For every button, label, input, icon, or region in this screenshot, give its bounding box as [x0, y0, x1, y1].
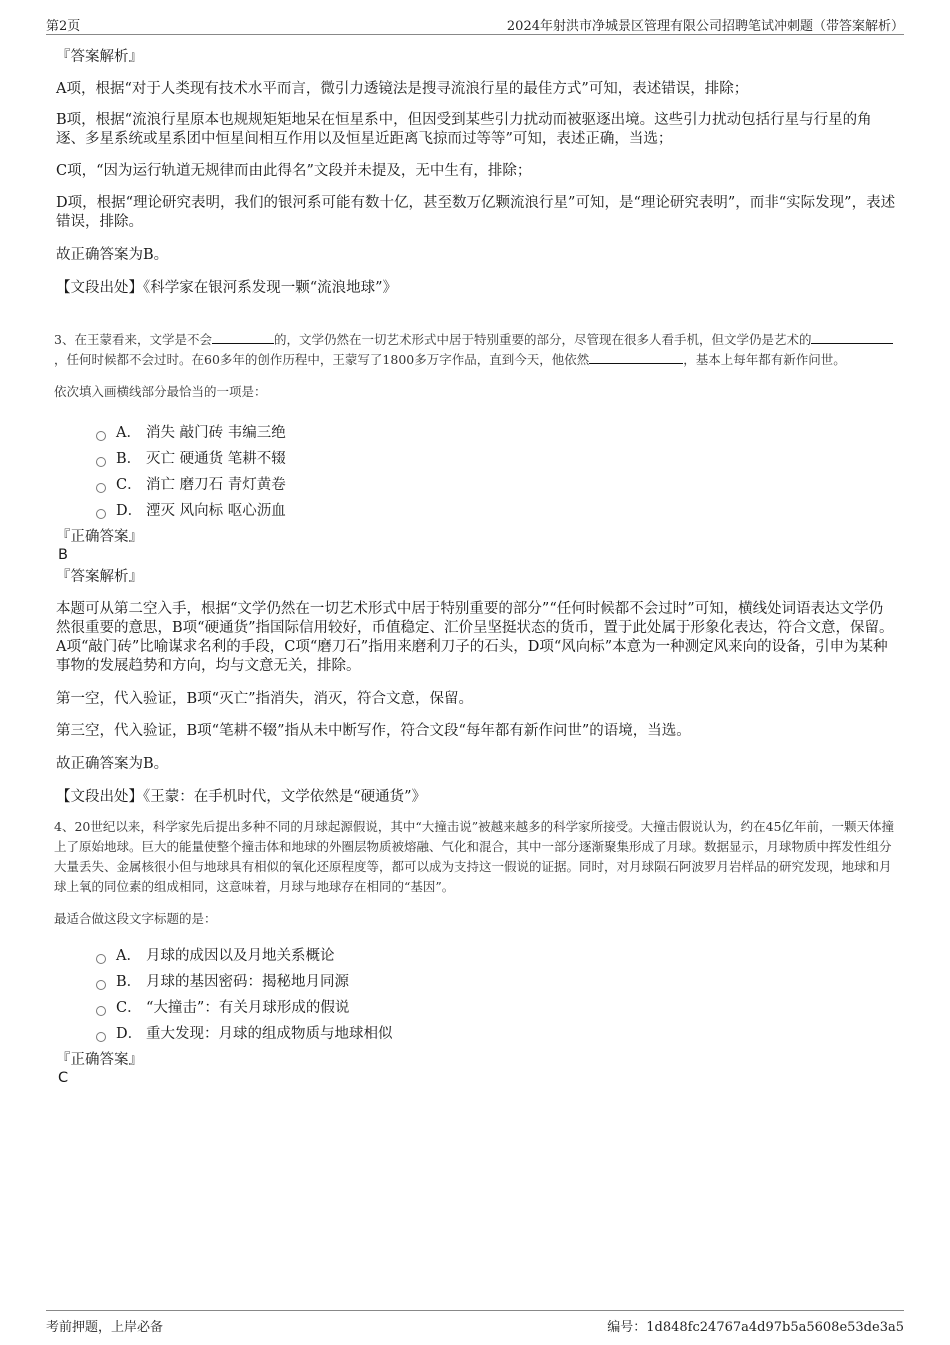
option-a[interactable]: A． 消失 敲门砖 韦编三绝: [96, 420, 896, 446]
fill-blank-2: [811, 331, 893, 344]
radio-icon[interactable]: [96, 483, 106, 493]
correct-answer: C: [58, 1070, 69, 1086]
source-citation: 【文段出处】《王蒙：在手机时代，文学依然是“硬通货”》: [56, 789, 427, 805]
correct-answer: B: [58, 547, 68, 563]
analysis-paragraph: C项，“因为运行轨道无规律而由此得名”文段并未提及，无中生有，排除；: [56, 163, 532, 179]
question-prompt: 最适合做这段文字标题的是：: [54, 911, 217, 926]
document-title: 2024年射洪市净城景区管理有限公司招聘笔试冲刺题（带答案解析）: [506, 19, 904, 34]
option-b[interactable]: B． 灭亡 硬通货 笔耕不辍: [96, 446, 896, 472]
document-id: 编号：1d848fc24767a4d97b5a5608e53de3a5: [607, 1320, 904, 1335]
source-citation: 【文段出处】《科学家在银河系发现一颗“流浪地球”》: [56, 280, 398, 296]
question-stem: 4、20世纪以来，科学家先后提出多种不同的月球起源假说，其中“大撞击说”被越来越多的科学家所接受。大撞击假说认为，约在45亿年前，一颗天体撞上了原始地球。巨大的能量使整个撞击体和地球的外圈层物质被熔融、气化和混合，其中一部分逐渐聚集形成了月球。数据显示，月球物质中挥发性组分大量丢失、金属核很小但与地球具有相似的氧化还原程度等，都可以成为支持这一假说的证据。同时，对月球陨石阿波罗月岩样品的研究发现，地球和月球上氧的同位素的组成相同，这意味着，月球与地球存在相同的“基因”。: [54, 819, 895, 894]
correct-answer-label: 『正确答案』: [56, 529, 143, 545]
option-d[interactable]: D． 湮灭 风向标 呕心沥血: [96, 498, 896, 524]
analysis-paragraph: A项，根据“对于人类现有技术水平而言，微引力透镜法是搜寻流浪行星的最佳方式”可知，表述错误，排除；: [56, 81, 749, 97]
option-d[interactable]: D． 重大发现：月球的组成物质与地球相似: [96, 1021, 896, 1047]
correct-answer-label: 『正确答案』: [56, 1052, 143, 1068]
analysis-paragraph: B项，根据“流浪行星原本也规规矩矩地呆在恒星系中，但因受到某些引力扰动而被驱逐出境。这些引力扰动包括行星与行星的角逐、多星系统或星系团中恒星间相互作用以及恒星近距离飞掠而过等等”可知，表述正确，当选；: [56, 112, 872, 147]
option-c[interactable]: C． 消亡 磨刀石 青灯黄卷: [96, 472, 896, 498]
option-b[interactable]: B． 月球的基因密码：揭秘地月同源: [96, 969, 896, 995]
fill-blank-1: [212, 331, 274, 344]
analysis-label: 『答案解析』: [56, 49, 143, 65]
radio-icon[interactable]: [96, 1032, 106, 1042]
option-a[interactable]: A． 月球的成因以及月地关系概论: [96, 943, 896, 969]
radio-icon[interactable]: [96, 980, 106, 990]
radio-icon[interactable]: [96, 431, 106, 441]
radio-icon[interactable]: [96, 509, 106, 519]
option-c[interactable]: C． “大撞击”：有关月球形成的假说: [96, 995, 896, 1021]
analysis-paragraph: 第三空，代入验证，B项“笔耕不辍”指从未中断写作，符合文段“每年都有新作问世”的语境，当选。: [56, 723, 691, 739]
analysis-paragraph: 本题可从第二空入手，根据“文学仍然在一切艺术形式中居于特别重要的部分”“任何时候都不会过时”可知，横线处词语表达文学仍然很重要的意思，B项“硬通货”指国际信用较好，币值稳定、汇价呈坚挺状态的货币，置于此处属于形象化表达，符合文意，保留。A项“敲门砖”比喻谋求名利的手段，C项“磨刀石”指用来磨利刀子的石头，D项“风向标”本意为一种测定风来向的设备，引申为某种事物的发展趋势和方向，均与文意无关，排除。: [56, 601, 894, 674]
analysis-paragraph: 第一空，代入验证，B项“灭亡”指消失，消灭，符合文意，保留。: [56, 691, 473, 707]
answer-conclusion: 故正确答案为B。: [56, 247, 169, 263]
option-list: [96, 943, 896, 1047]
radio-icon[interactable]: [96, 1006, 106, 1016]
fill-blank-3: [589, 351, 683, 364]
option-list: [96, 420, 896, 524]
page-footer: [46, 1310, 904, 1335]
page-content: [56, 40, 896, 1087]
page-header: [46, 12, 904, 35]
radio-icon[interactable]: [96, 457, 106, 467]
answer-conclusion: 故正确答案为B。: [56, 756, 169, 772]
question-prompt: 依次填入画横线部分最恰当的一项是：: [54, 384, 267, 399]
footer-slogan: 考前押题，上岸必备: [46, 1320, 164, 1335]
question-stem: 3、在王蒙看来，文学是不会 的，文学仍然在一切艺术形式中居于特别重要的部分，尽管现在很多人看手机，但文学仍是艺术的，任何时候都不会过时。在60多年的创作历程中，王蒙写了1800多万字作品，直到今天，他依然 ，基本上每年都有新作问世。: [54, 330, 896, 370]
radio-icon[interactable]: [96, 954, 106, 964]
page-number: 第2页: [46, 19, 81, 34]
analysis-paragraph: D项，根据“理论研究表明，我们的银河系可能有数十亿，甚至数万亿颗流浪行星”可知，是“理论研究表明”，而非“实际发现”，表述错误，排除。: [56, 195, 896, 230]
analysis-label: 『答案解析』: [56, 569, 143, 585]
